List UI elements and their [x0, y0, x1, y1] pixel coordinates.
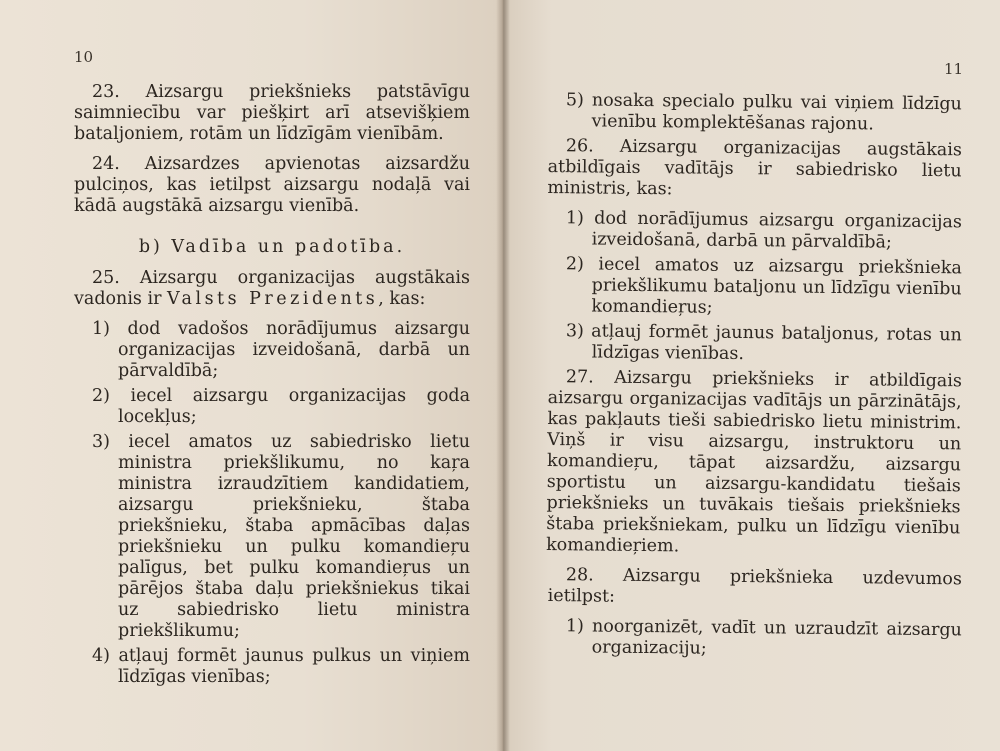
list-item-3: 3) iecel amatos uz sabiedrisko lietu ministra priekšlikumu, no kaŗa ministra izraudzītiem kandidatiem, aizsargu priekšnieku, štaba priekšnieku, štaba apmācības daļas priekšnieku un pulku komandieŗu palīgus, bet pulku komandieŗus un pārējos štaba daļu priekšniekus tikai uz sabiedrisko lietu ministra priekšlikumu; — [92, 432, 470, 641]
paragraph-26: 26. Aizsargu organizacijas augstākais atbildīgais vadītājs ir sabiedrisko lietu ministris, kas: — [547, 136, 962, 200]
paragraph-23: 23. Aizsargu priekšnieks patstāvīgu saimniecību var piešķirt arī atsevišķiem bataljoniem, rotām un līdzīgām vienībām. — [74, 82, 470, 144]
page-number-left: 10 — [74, 48, 94, 66]
p26-item-3: 3) atļauj formēt jaunus bataljonus, rotas un līdzīgas vienības. — [565, 321, 962, 365]
paragraph-25-end: , kas: — [378, 289, 426, 309]
page-number-right: 11 — [944, 60, 964, 78]
section-subheading: b) Vadība un padotība. — [138, 237, 406, 257]
list-item-4: 4) atļauj formēt jaunus pulkus un viņiem līdzīgas vienības; — [92, 646, 470, 687]
paragraph-28: 28. Aizsargu priekšnieka uzdevumos ietilpst: — [547, 565, 962, 607]
p26-item-2: 2) iecel amatos uz aizsargu priekšnieka priekšlikumu bataljonu un līdzīgu vienību komandieŗus; — [565, 254, 962, 318]
left-page-text — [74, 82, 470, 692]
list-item-1: 1) dod vadošos norādījumus aizsargu organizacijas izveidošanā, darbā un pārvaldībā; — [92, 319, 470, 381]
p28-item-1: 1) noorganizēt, vadīt un uzraudzīt aizsargu organizaciju; — [565, 616, 962, 659]
paragraph-27: 27. Aizsargu priekšnieks ir atbildīgais aizsargu organizacijas vadītājs un pārzinātājs, kas pakļauts tieši sabiedrisko lietu ministrim. Viņš ir visu aizsargu, instruktoru un komandieŗu, tāpat aizsardžu, aizsargu sportistu un aizsargu-kandidatu tiešais priekšnieks un tuvākais tiešais priekšnieks štaba priekšniekam, pulku un līdzīgu vienību komandieŗiem. — [546, 367, 962, 557]
book-gutter — [496, 0, 510, 751]
p26-item-1: 1) dod norādījumus aizsargu organizacijas izveidošanā, darbā un pārvaldībā; — [565, 208, 962, 253]
list-item-2: 2) iecel aizsargu organizacijas goda locekļus; — [92, 386, 470, 427]
paragraph-25-start: 25. Aizsargu organizacijas augstākais vadonis ir — [74, 268, 470, 309]
valsts-prezidents: Valsts Prezidents — [167, 289, 379, 309]
right-page-text — [548, 90, 962, 662]
list-item-5: 5) nosaka specialo pulku vai viņiem līdzīgu vienību komplektēšanas rajonu. — [565, 90, 962, 135]
paragraph-24: 24. Aizsardzes apvienotas aizsardžu pulciņos, kas ietilpst aizsargu nodaļā vai kādā augstākā aizsargu vienībā. — [74, 154, 470, 216]
paragraph-25 — [74, 268, 470, 310]
